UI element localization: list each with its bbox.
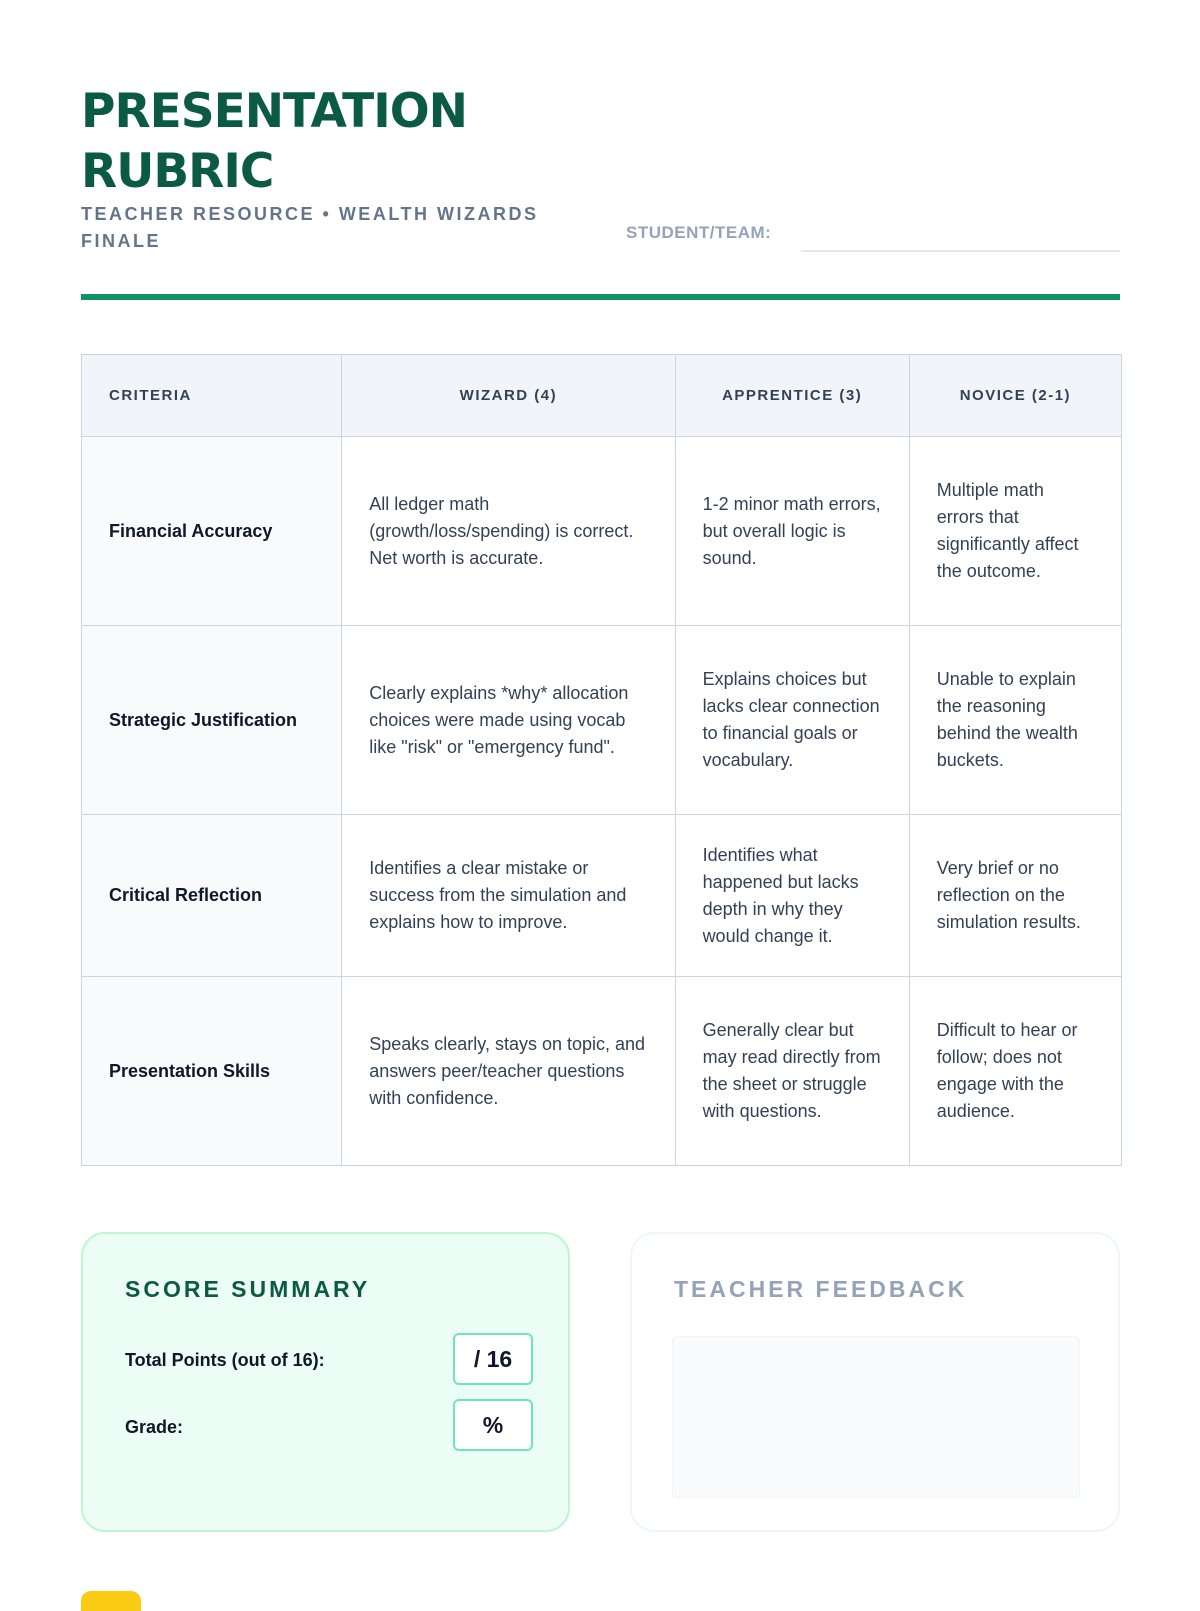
wizard-cell: Speaks clearly, stays on topic, and answers peer/teacher questions with confidence. <box>342 977 675 1166</box>
table-header-row <box>82 355 1122 437</box>
novice-cell: Multiple math errors that significantly affect the outcome. <box>909 437 1121 626</box>
wizard-cell: Clearly explains *why* allocation choices were made using vocab like "risk" or "emergency fund". <box>342 626 675 815</box>
column-header-apprentice: APPRENTICE (3) <box>675 355 909 437</box>
score-summary-title: SCORE SUMMARY <box>125 1276 371 1302</box>
grade-label: Grade: <box>125 1417 184 1437</box>
novice-cell: Difficult to hear or follow; does not engage with the audience. <box>909 977 1121 1166</box>
novice-cell: Unable to explain the reasoning behind the wealth buckets. <box>909 626 1121 815</box>
criteria-cell: Financial Accuracy <box>82 437 342 626</box>
table-row <box>82 977 1122 1166</box>
grade-field[interactable]: % <box>453 1399 533 1451</box>
table-row <box>82 437 1122 626</box>
criteria-cell: Strategic Justification <box>82 626 342 815</box>
novice-cell: Very brief or no reflection on the simulation results. <box>909 815 1121 977</box>
teacher-feedback-title: TEACHER FEEDBACK <box>674 1276 968 1302</box>
column-header-wizard: WIZARD (4) <box>342 355 675 437</box>
score-summary-card <box>81 1232 570 1532</box>
teacher-feedback-card <box>630 1232 1120 1532</box>
apprentice-cell: Generally clear but may read directly from the sheet or struggle with questions. <box>675 977 909 1166</box>
apprentice-cell: 1-2 minor math errors, but overall logic is sound. <box>675 437 909 626</box>
apprentice-cell: Identifies what happened but lacks depth in why they would change it. <box>675 815 909 977</box>
column-header-criteria: CRITERIA <box>82 355 342 437</box>
teacher-feedback-textarea[interactable] <box>672 1336 1080 1498</box>
apprentice-cell: Explains choices but lacks clear connection to financial goals or vocabulary. <box>675 626 909 815</box>
page-title: PRESENTATION RUBRIC <box>81 84 468 199</box>
wizard-cell: Identifies a clear mistake or success from the simulation and explains how to improve. <box>342 815 675 977</box>
page-subtitle: TEACHER RESOURCE • WEALTH WIZARDS FINALE <box>81 204 539 251</box>
header-divider <box>81 294 1120 300</box>
table-row <box>82 815 1122 977</box>
rubric-table <box>81 354 1122 1166</box>
total-points-label: Total Points (out of 16): <box>125 1350 325 1370</box>
total-points-field[interactable]: / 16 <box>453 1333 533 1385</box>
wizard-cell: All ledger math (growth/loss/spending) is correct. Net worth is accurate. <box>342 437 675 626</box>
column-header-novice: NOVICE (2-1) <box>909 355 1121 437</box>
criteria-cell: Presentation Skills <box>82 977 342 1166</box>
student-team-field[interactable] <box>801 250 1120 252</box>
yellow-tab-marker <box>81 1591 141 1611</box>
student-team-label: STUDENT/TEAM: <box>626 223 772 242</box>
criteria-cell: Critical Reflection <box>82 815 342 977</box>
table-row <box>82 626 1122 815</box>
